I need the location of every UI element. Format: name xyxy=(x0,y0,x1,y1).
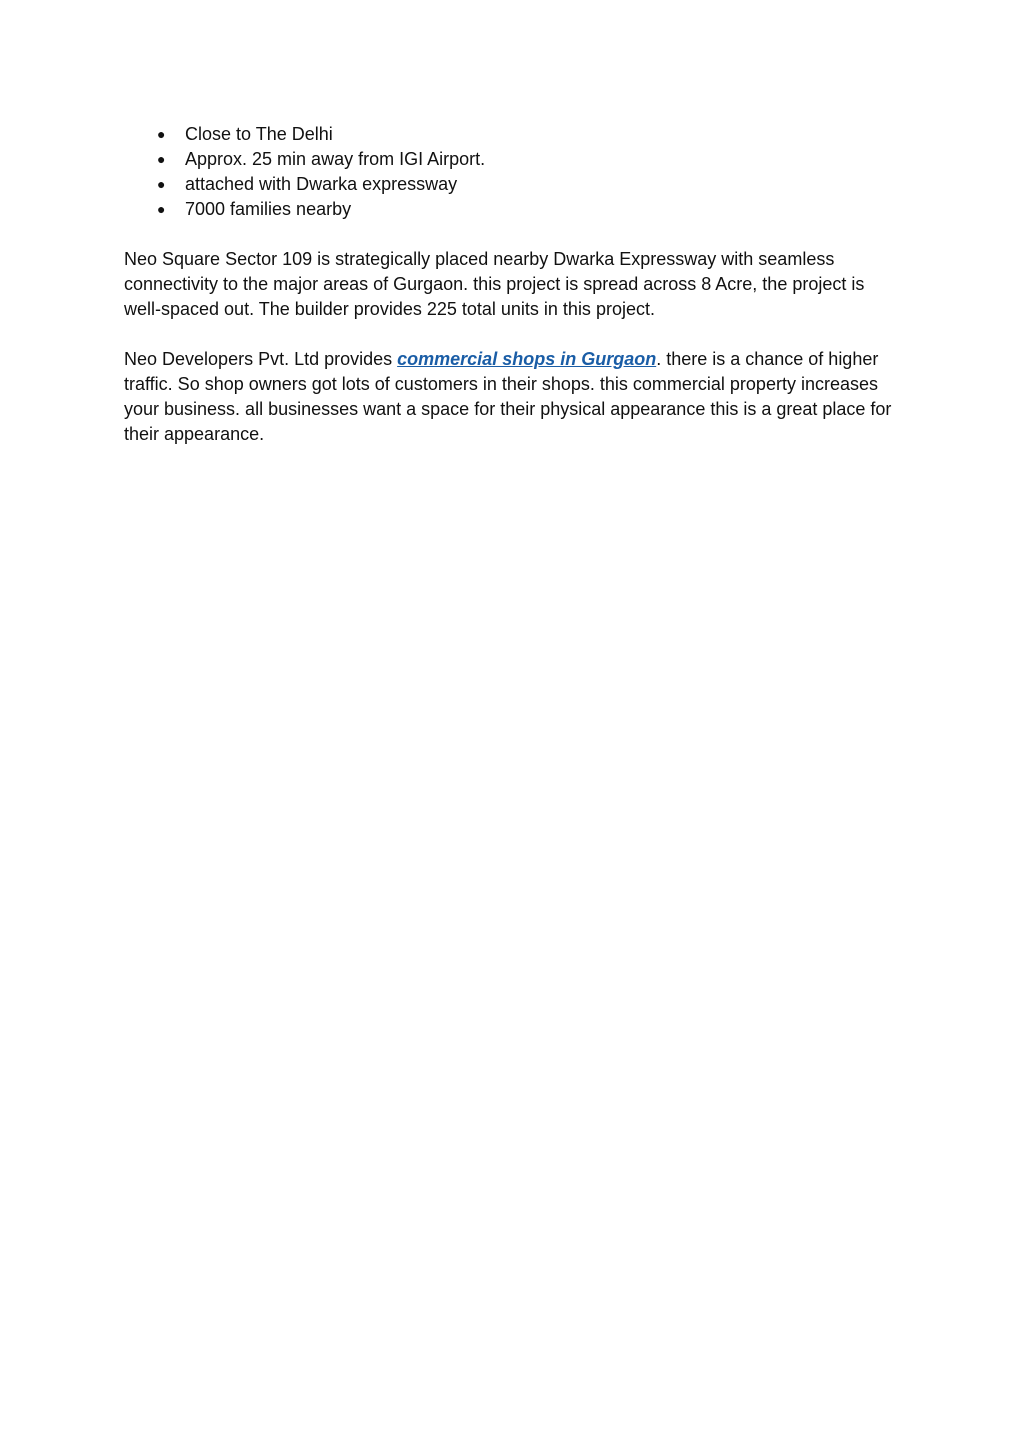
paragraph-text-before-link: Neo Developers Pvt. Ltd provides xyxy=(124,349,398,369)
document-content xyxy=(124,122,904,472)
list-item-text: Approx. 25 min away from IGI Airport. xyxy=(185,149,486,169)
bullet-icon: ● xyxy=(157,201,166,217)
list-item xyxy=(124,147,904,172)
list-item xyxy=(124,197,904,222)
list-item-text: 7000 families nearby xyxy=(185,199,352,219)
features-list xyxy=(124,122,904,222)
paragraph-developer-info xyxy=(124,347,894,447)
bullet-icon: ● xyxy=(157,151,166,167)
list-item-text: Close to The Delhi xyxy=(185,124,333,144)
bullet-icon: ● xyxy=(157,176,166,192)
bullet-icon: ● xyxy=(157,126,166,142)
list-item xyxy=(124,122,904,147)
paragraph-project-overview: Neo Square Sector 109 is strategically placed nearby Dwarka Expressway with seamless connectivity to the major areas of Gurgaon. this project is spread across 8 Acre, the project is well-spaced out. The builder provides 225 total units in this project. xyxy=(124,249,865,319)
paragraph-text-after-link: . there is a chance of higher traffic. So shop owners got lots of customers in their shops. this commercial property increases your business. all businesses want a space for their physical appearance this is a great place for their appearance. xyxy=(124,349,892,444)
list-item-text: attached with Dwarka expressway xyxy=(185,174,458,194)
commercial-shops-link[interactable]: commercial shops in Gurgaon xyxy=(397,349,657,369)
list-item xyxy=(124,172,904,197)
